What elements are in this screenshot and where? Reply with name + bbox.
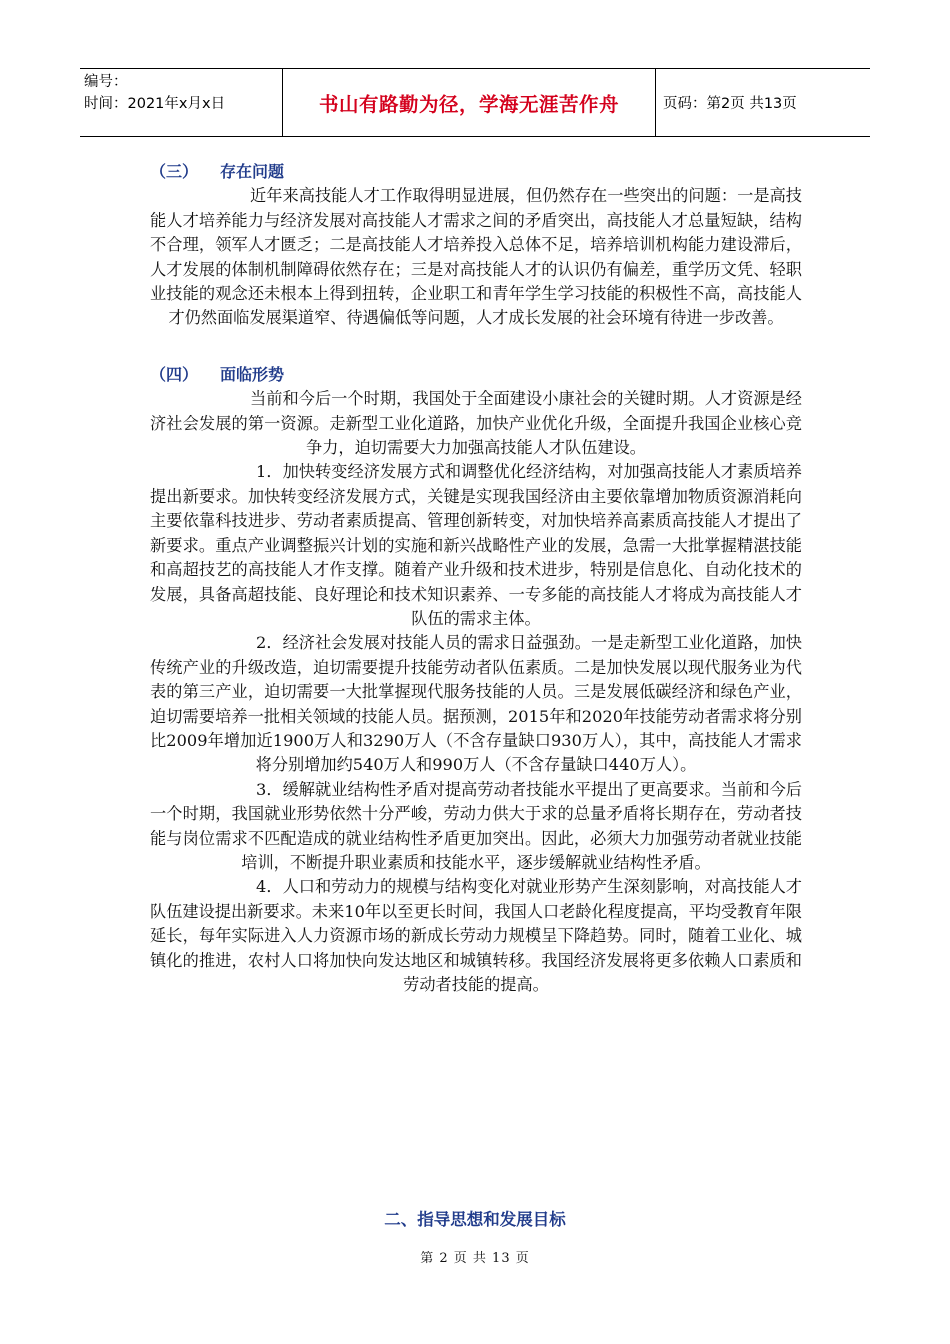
paragraph: 当前和今后一个时期，我国处于全面建设小康社会的关键时期。人才资源是经济社会发展的第一资源。走新型工业化道路，加快产业优化升级，全面提升我国企业核心竞争力，迫切需要大力加强高技能人才队伍建设。 — [150, 389, 802, 458]
header-meta — [80, 69, 283, 136]
paragraph: 3．缓解就业结构性矛盾对提高劳动者技能水平提出了更高要求。当前和今后一个时期，我国就业形势依然十分严峻，劳动力供大于求的总量矛盾将长期存在，劳动者技能与岗位需求不匹配造成的就业结构性矛盾更加突出。因此，必须大力加强劳动者就业技能培训，不断提升职业素质和技能水平，逐步缓解就业结构性矛盾。 — [150, 779, 802, 872]
header-page-cell — [656, 69, 870, 136]
document-number-label: 编号： — [84, 74, 128, 90]
document-body — [150, 160, 802, 997]
paragraph: 4．人口和劳动力的规模与结构变化对就业形势产生深刻影响，对高技能人才队伍建设提出新要求。未来10年以至更长时间，我国人口老龄化程度提高，平均受教育年限延长，每年实际进入人力资源市场的新成长劳动力规模呈下降趋势。同时，随着工业化、城镇化的推进，农村人口将加快向发达地区和城镇转移。我国经济发展将更多依赖人口素质和劳动者技能的提高。 — [150, 877, 802, 994]
section-heading-situation — [150, 363, 802, 387]
header-page-number: 页码：第2页 共13页 — [663, 96, 797, 112]
section-number: （三） — [150, 162, 199, 181]
section-title: 存在问题 — [220, 162, 285, 181]
header-motto: 书山有路勤为径，学海无涯苦作舟 — [318, 92, 619, 116]
page-header — [80, 68, 870, 137]
paragraph: 2．经济社会发展对技能人员的需求日益强劲。一是走新型工业化道路，加快传统产业的升级改造，迫切需要提升技能劳动者队伍素质。二是加快发展以现代服务业为代表的第三产业，迫切需要一大批掌握现代服务技能的人员。三是发展低碳经济和绿色产业，迫切需要培养一批相关领域的技能人员。据预测，2015年和2020年技能劳动者需求将分别比2009年增加近1900万人和3290万人（不含存量缺口930万人），其中，高技能人才需求将分别增加约540万人和990万人（不含存量缺口440万人）。 — [150, 633, 802, 775]
section-number: （四） — [150, 364, 199, 384]
paragraph: 1．加快转变经济发展方式和调整优化经济结构，对加强高技能人才素质培养提出新要求。加快转变经济发展方式，关键是实现我国经济由主要依靠增加物质资源消耗向主要依靠科技进步、劳动者素质提高、管理创新转变，对加快培养高素质高技能人才提出了新要求。重点产业调整振兴计划的实施和新兴战略性产业的发展，急需一大批掌握精湛技能和高超技艺的高技能人才作支撑。随着产业升级和技术进步，特别是信息化、自动化技术的发展，具备高超技能、良好理论和技术知识素养、一专多能的高技能人才将成为高技能人才队伍的需求主体。 — [150, 462, 802, 628]
chapter-title: 二、指导思想和发展目标 — [384, 1210, 566, 1229]
section-heading-problems — [150, 160, 802, 184]
document-date-label: 时间：2021年x月x日 — [84, 96, 226, 112]
page-footer: 第 2 页 共 13 页 — [420, 1251, 530, 1266]
paragraph: 近年来高技能人才工作取得明显进展，但仍然存在一些突出的问题：一是高技能人才培养能力与经济发展对高技能人才需求之间的矛盾突出，高技能人才总量短缺，结构不合理，领军人才匮乏；二是高技能人才培养投入总体不足，培养培训机构能力建设滞后，人才发展的体制机制障碍依然存在；三是对高技能人才的认识仍有偏差，重学历文凭、轻职业技能的观念还未根本上得到扭转，企业职工和青年学生学习技能的积极性不高，高技能人才仍然面临发展渠道窄、待遇偏低等问题，人才成长发展的社会环境有待进一步改善。 — [150, 186, 802, 328]
header-motto-cell — [283, 69, 656, 136]
section-title: 面临形势 — [220, 364, 285, 384]
